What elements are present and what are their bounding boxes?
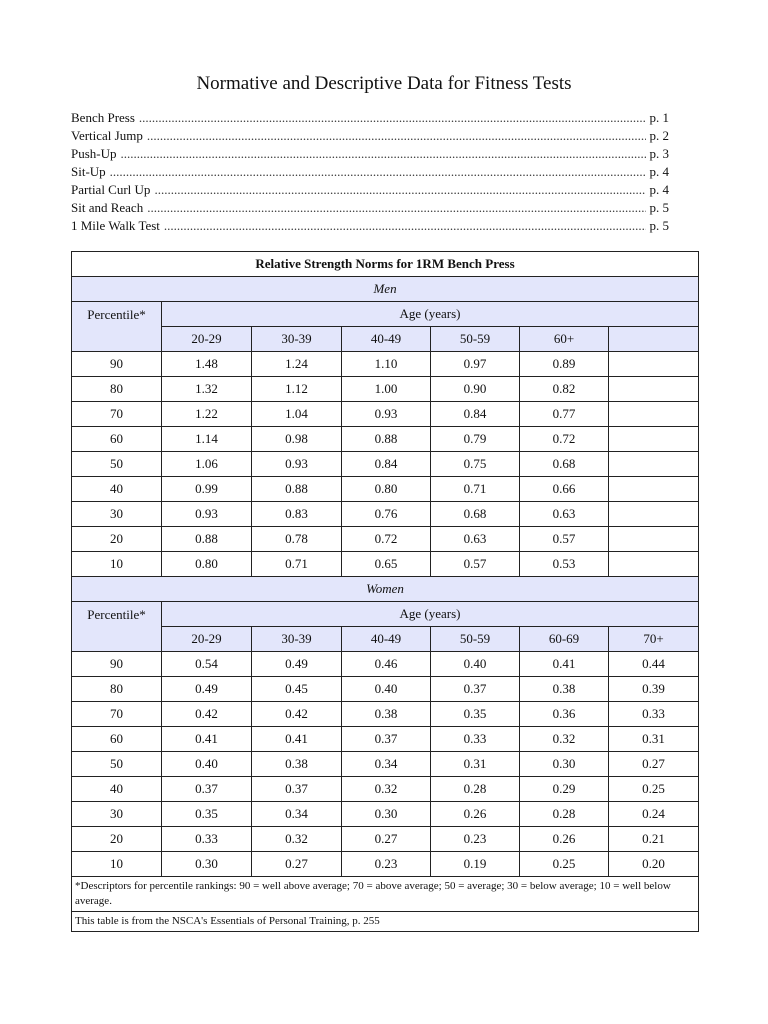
age-group-header: 40-49 <box>342 627 431 652</box>
value-cell: 0.23 <box>342 852 431 877</box>
value-cell: 0.26 <box>520 827 609 852</box>
percentile-cell: 10 <box>72 552 162 577</box>
value-cell: 0.57 <box>431 552 520 577</box>
value-cell: 0.26 <box>431 802 520 827</box>
toc-entry-page: p. 4 <box>649 164 669 179</box>
table-row <box>72 352 699 377</box>
value-cell: 0.19 <box>431 852 520 877</box>
value-cell: 0.71 <box>431 477 520 502</box>
percentile-cell: 50 <box>72 452 162 477</box>
value-cell: 0.31 <box>431 752 520 777</box>
table-row <box>72 652 699 677</box>
value-cell: 0.54 <box>162 652 252 677</box>
value-cell: 0.93 <box>162 502 252 527</box>
value-cell: 1.22 <box>162 402 252 427</box>
table-row <box>72 727 699 752</box>
toc-entry-page: p. 5 <box>649 200 669 215</box>
value-cell: 0.90 <box>431 377 520 402</box>
value-cell: 1.04 <box>252 402 342 427</box>
value-cell: 0.88 <box>162 527 252 552</box>
value-cell: 0.38 <box>520 677 609 702</box>
value-cell <box>609 402 699 427</box>
toc-entry-page: p. 4 <box>649 182 669 197</box>
value-cell: 0.28 <box>431 777 520 802</box>
value-cell: 1.06 <box>162 452 252 477</box>
percentile-cell: 80 <box>72 677 162 702</box>
age-group-header: 50-59 <box>431 627 520 652</box>
age-group-header: 20-29 <box>162 627 252 652</box>
table-row <box>72 402 699 427</box>
percentile-cell: 70 <box>72 402 162 427</box>
toc-entry[interactable] <box>71 199 669 217</box>
value-cell: 0.32 <box>520 727 609 752</box>
value-cell: 0.21 <box>609 827 699 852</box>
toc-entry-label: Partial Curl Up <box>71 182 151 197</box>
toc-entry[interactable] <box>71 145 669 163</box>
value-cell: 0.20 <box>609 852 699 877</box>
toc-entry[interactable] <box>71 217 669 235</box>
value-cell: 0.53 <box>520 552 609 577</box>
value-cell: 0.30 <box>162 852 252 877</box>
percentile-header: Percentile* <box>72 302 162 352</box>
value-cell: 1.14 <box>162 427 252 452</box>
toc-dot-leader <box>164 217 646 235</box>
table-row <box>72 802 699 827</box>
age-group-header: 30-39 <box>252 627 342 652</box>
percentile-cell: 40 <box>72 777 162 802</box>
value-cell: 0.75 <box>431 452 520 477</box>
value-cell: 0.40 <box>162 752 252 777</box>
value-cell: 0.41 <box>252 727 342 752</box>
value-cell: 0.42 <box>252 702 342 727</box>
value-cell: 0.25 <box>609 777 699 802</box>
table-row <box>72 427 699 452</box>
value-cell: 0.27 <box>609 752 699 777</box>
women-section-label: Women <box>72 577 699 602</box>
toc-dot-leader <box>154 181 645 199</box>
value-cell: 0.38 <box>252 752 342 777</box>
value-cell: 0.44 <box>609 652 699 677</box>
value-cell: 0.57 <box>520 527 609 552</box>
table-of-contents <box>71 109 669 235</box>
value-cell: 1.24 <box>252 352 342 377</box>
value-cell: 0.80 <box>342 477 431 502</box>
percentile-cell: 30 <box>72 502 162 527</box>
toc-dot-leader <box>147 127 646 145</box>
value-cell: 0.33 <box>431 727 520 752</box>
value-cell: 0.27 <box>252 852 342 877</box>
percentile-cell: 40 <box>72 477 162 502</box>
toc-entry[interactable] <box>71 127 669 145</box>
value-cell: 0.63 <box>431 527 520 552</box>
value-cell: 0.65 <box>342 552 431 577</box>
men-section-label: Men <box>72 277 699 302</box>
table-row <box>72 502 699 527</box>
percentile-cell: 90 <box>72 352 162 377</box>
table-row <box>72 477 699 502</box>
value-cell: 0.78 <box>252 527 342 552</box>
percentile-cell: 70 <box>72 702 162 727</box>
value-cell: 0.39 <box>609 677 699 702</box>
value-cell: 0.36 <box>520 702 609 727</box>
value-cell: 0.49 <box>252 652 342 677</box>
toc-entry-label: 1 Mile Walk Test <box>71 218 160 233</box>
value-cell: 0.41 <box>162 727 252 752</box>
document-title: Normative and Descriptive Data for Fitness Tests <box>196 73 572 94</box>
value-cell: 1.12 <box>252 377 342 402</box>
value-cell: 0.93 <box>252 452 342 477</box>
bench-press-norms-table <box>71 251 699 932</box>
value-cell: 0.97 <box>431 352 520 377</box>
toc-dot-leader <box>121 145 646 163</box>
value-cell: 1.48 <box>162 352 252 377</box>
value-cell: 0.99 <box>162 477 252 502</box>
value-cell: 0.30 <box>342 802 431 827</box>
percentile-cell: 80 <box>72 377 162 402</box>
value-cell: 0.37 <box>162 777 252 802</box>
toc-entry-page: p. 2 <box>649 128 669 143</box>
value-cell: 0.88 <box>252 477 342 502</box>
value-cell: 0.40 <box>431 652 520 677</box>
age-group-header <box>609 327 699 352</box>
toc-entry[interactable] <box>71 181 669 199</box>
age-group-header: 40-49 <box>342 327 431 352</box>
value-cell: 0.72 <box>520 427 609 452</box>
value-cell: 0.84 <box>342 452 431 477</box>
toc-dot-leader <box>139 109 646 127</box>
toc-entry-page: p. 1 <box>649 110 669 125</box>
value-cell: 0.88 <box>342 427 431 452</box>
value-cell <box>609 427 699 452</box>
value-cell: 0.38 <box>342 702 431 727</box>
toc-entry-label: Bench Press <box>71 110 135 125</box>
value-cell: 0.71 <box>252 552 342 577</box>
toc-entry-label: Vertical Jump <box>71 128 143 143</box>
value-cell <box>609 477 699 502</box>
value-cell: 0.89 <box>520 352 609 377</box>
age-group-header: 50-59 <box>431 327 520 352</box>
value-cell: 0.34 <box>252 802 342 827</box>
value-cell: 0.68 <box>520 452 609 477</box>
value-cell <box>609 552 699 577</box>
table-row <box>72 552 699 577</box>
percentile-cell: 20 <box>72 527 162 552</box>
footnote: *Descriptors for percentile rankings: 90 = well above average; 70 = above average; 50 = average; 30 = below average; 10 = well below average. <box>72 877 699 912</box>
value-cell: 0.66 <box>520 477 609 502</box>
percentile-cell: 10 <box>72 852 162 877</box>
value-cell: 0.30 <box>520 752 609 777</box>
value-cell: 1.00 <box>342 377 431 402</box>
age-group-header: 60-69 <box>520 627 609 652</box>
value-cell: 0.93 <box>342 402 431 427</box>
value-cell: 0.34 <box>342 752 431 777</box>
value-cell: 0.37 <box>252 777 342 802</box>
percentile-cell: 50 <box>72 752 162 777</box>
value-cell: 0.46 <box>342 652 431 677</box>
value-cell: 0.63 <box>520 502 609 527</box>
value-cell: 0.25 <box>520 852 609 877</box>
percentile-header: Percentile* <box>72 602 162 652</box>
value-cell: 0.24 <box>609 802 699 827</box>
value-cell: 0.49 <box>162 677 252 702</box>
value-cell: 0.27 <box>342 827 431 852</box>
value-cell: 0.80 <box>162 552 252 577</box>
table-row <box>72 777 699 802</box>
value-cell: 0.45 <box>252 677 342 702</box>
value-cell <box>609 452 699 477</box>
toc-entry-page: p. 3 <box>649 146 669 161</box>
age-header: Age (years) <box>162 602 699 627</box>
toc-entry-page: p. 5 <box>649 218 669 233</box>
table-row <box>72 527 699 552</box>
value-cell: 0.31 <box>609 727 699 752</box>
age-group-header: 60+ <box>520 327 609 352</box>
value-cell: 0.40 <box>342 677 431 702</box>
value-cell: 0.72 <box>342 527 431 552</box>
value-cell: 1.10 <box>342 352 431 377</box>
toc-dot-leader <box>110 163 646 181</box>
value-cell: 0.35 <box>431 702 520 727</box>
value-cell: 0.23 <box>431 827 520 852</box>
toc-entry-label: Sit and Reach <box>71 200 144 215</box>
value-cell: 0.98 <box>252 427 342 452</box>
value-cell: 0.77 <box>520 402 609 427</box>
table-row <box>72 752 699 777</box>
table-title: Relative Strength Norms for 1RM Bench Press <box>72 252 699 277</box>
table-row <box>72 852 699 877</box>
table-row <box>72 677 699 702</box>
value-cell: 0.33 <box>609 702 699 727</box>
value-cell: 0.42 <box>162 702 252 727</box>
value-cell: 0.83 <box>252 502 342 527</box>
table-row <box>72 377 699 402</box>
toc-entry[interactable] <box>71 163 669 181</box>
value-cell: 0.79 <box>431 427 520 452</box>
toc-dot-leader <box>147 199 645 217</box>
value-cell: 0.82 <box>520 377 609 402</box>
age-group-header: 20-29 <box>162 327 252 352</box>
percentile-cell: 60 <box>72 427 162 452</box>
table-row <box>72 452 699 477</box>
toc-entry-label: Sit-Up <box>71 164 106 179</box>
age-group-header: 70+ <box>609 627 699 652</box>
value-cell: 0.84 <box>431 402 520 427</box>
age-group-header: 30-39 <box>252 327 342 352</box>
value-cell: 0.32 <box>252 827 342 852</box>
value-cell <box>609 502 699 527</box>
percentile-cell: 60 <box>72 727 162 752</box>
table-row <box>72 827 699 852</box>
age-header: Age (years) <box>162 302 699 327</box>
percentile-cell: 30 <box>72 802 162 827</box>
value-cell: 1.32 <box>162 377 252 402</box>
toc-entry-label: Push-Up <box>71 146 117 161</box>
table-row <box>72 702 699 727</box>
value-cell: 0.68 <box>431 502 520 527</box>
value-cell: 0.29 <box>520 777 609 802</box>
toc-entry[interactable] <box>71 109 669 127</box>
value-cell: 0.37 <box>431 677 520 702</box>
source-note: This table is from the NSCA's Essentials of Personal Training, p. 255 <box>72 912 699 932</box>
value-cell: 0.33 <box>162 827 252 852</box>
value-cell: 0.37 <box>342 727 431 752</box>
value-cell: 0.35 <box>162 802 252 827</box>
value-cell <box>609 527 699 552</box>
value-cell: 0.32 <box>342 777 431 802</box>
value-cell: 0.76 <box>342 502 431 527</box>
value-cell: 0.41 <box>520 652 609 677</box>
value-cell: 0.28 <box>520 802 609 827</box>
value-cell <box>609 352 699 377</box>
percentile-cell: 90 <box>72 652 162 677</box>
percentile-cell: 20 <box>72 827 162 852</box>
value-cell <box>609 377 699 402</box>
